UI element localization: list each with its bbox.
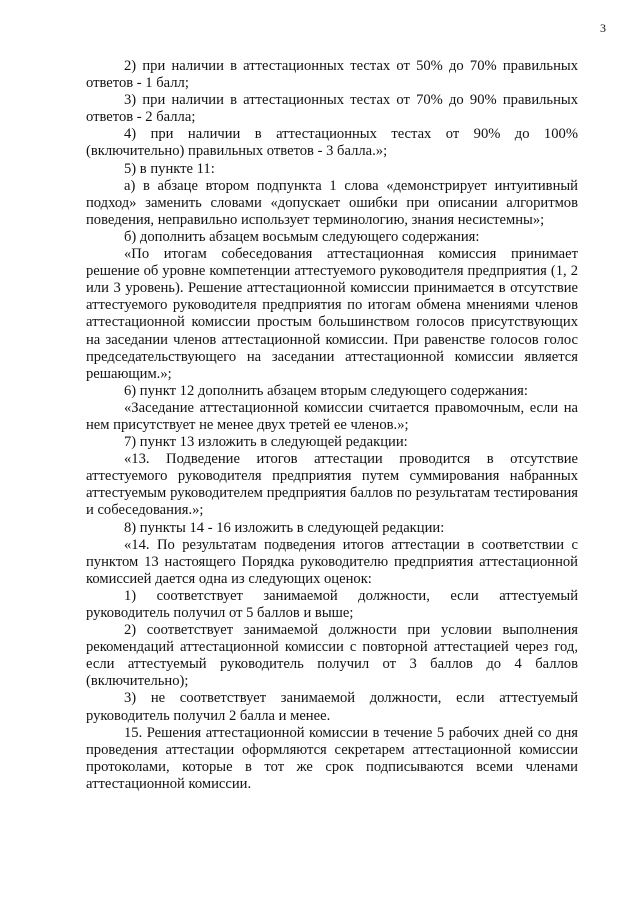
paragraph-7: «По итогам собеседования аттестационная комиссия принимает решение об уровне компетенции аттестуемого руководителя предприятия (1, 2 или 3 уровень). Решение аттестационной комиссии принимается в отсутствие аттестуемого руководителя предприятия по итогам обмена мнениями членов аттестационной комиссии простым большинством голосов присутствующих на заседании членов аттестационной комиссии. При равенстве голосов голос председательствующего на заседании аттестационной комиссии является решающим.»; <box>86 246 578 382</box>
paragraph-1: 2) при наличии в аттестационных тестах от 50% до 70% правильных ответов - 1 балл; <box>86 58 578 92</box>
paragraph-5: а) в абзаце втором подпункта 1 слова «демонстрирует интуитивный подход» заменить словами «допускает ошибки при описании алгоритмов поведения, неправильно использует терминологию, знания несистемны»; <box>86 177 578 228</box>
paragraph-17: 15. Решения аттестационной комиссии в течение 5 рабочих дней со дня проведения аттестации оформляются секретарем аттестационной комиссии протоколами, которые в тот же срок подписываются всеми членами аттестационной комиссии. <box>86 724 578 792</box>
paragraph-2: 3) при наличии в аттестационных тестах от 70% до 90% правильных ответов - 2 балла; <box>86 92 578 126</box>
paragraph-6: б) дополнить абзацем восьмым следующего содержания: <box>124 228 480 245</box>
paragraph-11: «13. Подведение итогов аттестации проводится в отсутствие аттестуемого руководителя предприятия путем суммирования набранных аттестуемым руководителем предприятия баллов по результатам тестирования и собеседования.»; <box>86 451 578 519</box>
document-body <box>86 58 578 793</box>
paragraph-3: 4) при наличии в аттестационных тестах от 90% до 100% (включительно) правильных ответов - 3 балла.»; <box>86 126 578 160</box>
page-number: 3 <box>600 21 606 35</box>
paragraph-4: 5) в пункте 11: <box>124 160 215 177</box>
paragraph-14: 1) соответствует занимаемой должности, если аттестуемый руководитель получил от 5 баллов и выше; <box>86 587 578 621</box>
paragraph-16: 3) не соответствует занимаемой должности, если аттестуемый руководитель получил 2 балла и менее. <box>86 690 578 724</box>
paragraph-9: «Заседание аттестационной комиссии считается правомочным, если на нем присутствует не менее двух третей ее членов.»; <box>86 399 578 433</box>
paragraph-13: «14. По результатам подведения итогов аттестации в соответствии с пунктом 13 настоящего Порядка руководителю предприятия аттестационной комиссией дается одна из следующих оценок: <box>86 536 578 587</box>
paragraph-12: 8) пункты 14 - 16 изложить в следующей редакции: <box>124 519 445 536</box>
paragraph-10: 7) пункт 13 изложить в следующей редакции: <box>124 434 408 451</box>
paragraph-15: 2) соответствует занимаемой должности при условии выполнения рекомендаций аттестационной комиссии с повторной аттестацией через год, если аттестуемый руководитель получил от 3 баллов до 4 баллов (включительно); <box>86 622 578 690</box>
paragraph-8: 6) пункт 12 дополнить абзацем вторым следующего содержания: <box>124 382 528 399</box>
